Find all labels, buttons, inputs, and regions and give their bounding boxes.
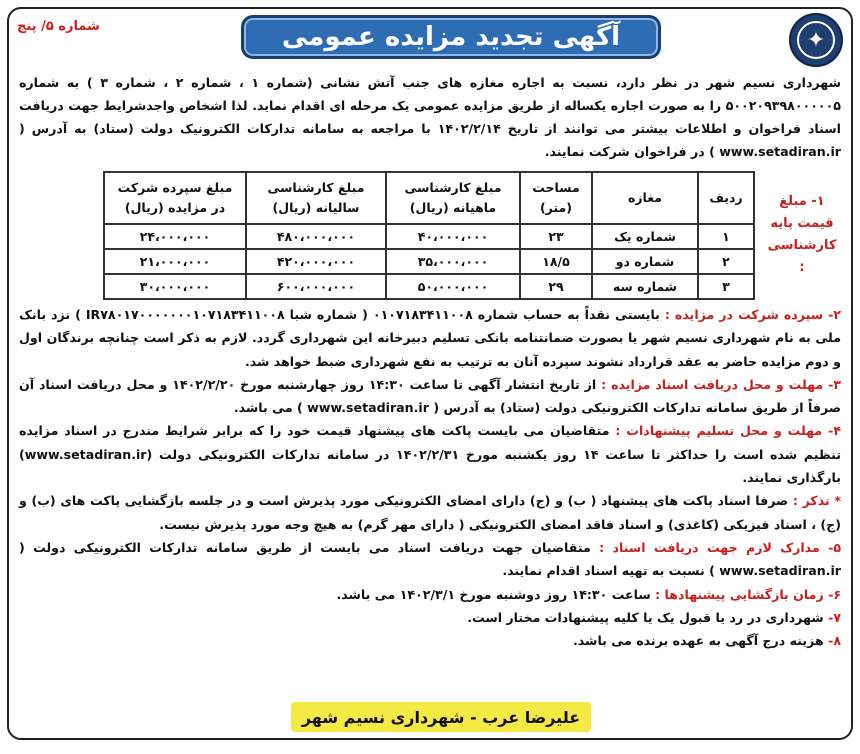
condition-label: * تذکر : (792, 493, 841, 509)
condition-rejection-right (19, 606, 841, 629)
cell-monthly: ۳۵،۰۰۰،۰۰۰ (386, 249, 520, 274)
condition-label: ۸- (828, 633, 841, 649)
condition-text: از تاریخ انتشار آگهی تا ساعت ۱۴:۳۰ روز چهارشنبه مورخ ۱۴۰۲/۲/۲۰ و محل دریافت اسناد آن صرفاً از طریق سامانه تدارکات الکترونیکی دولت (ستاد) به آدرس ( www.setadiran.ir ) می باشد. (19, 376, 841, 416)
cell-area: ۱۸/۵ (520, 249, 592, 274)
col-header-deposit: مبلغ سپرده شرکت در مزایده (ریال) (104, 172, 246, 224)
price-section (15, 171, 841, 299)
cell-shop: شماره سه (592, 274, 698, 299)
condition-deposit (19, 303, 841, 373)
cell-row-number: ۱ (698, 224, 754, 249)
cell-shop: شماره دو (592, 249, 698, 274)
cell-yearly: ۴۲۰،۰۰۰،۰۰۰ (246, 249, 386, 274)
cell-yearly: ۶۰۰،۰۰۰،۰۰۰ (246, 274, 386, 299)
condition-label: ۷- (828, 609, 841, 625)
notice-page (7, 7, 853, 740)
condition-label: ۳- مهلت و محل دریافت اسناد مزایده : (601, 376, 842, 392)
table-row (104, 274, 754, 299)
conditions-list (19, 303, 841, 652)
cell-area: ۲۳ (520, 224, 592, 249)
table-header-row (104, 172, 754, 224)
cell-deposit: ۳۰،۰۰۰،۰۰۰ (104, 274, 246, 299)
cell-area: ۲۹ (520, 274, 592, 299)
condition-label: ۶- زمان بازگشایی پیشنهادها : (655, 586, 841, 602)
cell-shop: شماره یک (592, 224, 698, 249)
header (9, 9, 851, 67)
condition-label: ۵- مدارک لازم جهت دریافت اسناد : (599, 539, 841, 555)
col-header-row: ردیف (698, 172, 754, 224)
condition-text: متقاضیان می بایست پاکت های پیشنهاد قیمت خود را که برابر شرایط مندرج در اسناد مزایده تنظیم شده است را حداکثر تا ساعت ۱۴ روز یکشنبه مورخ ۱۴۰۲/۲/۳۱ در سامانه تدارکات الکترونیکی دولت (www.setadiran.ir) بارگذاری نمایند. (19, 423, 841, 486)
condition-submission (19, 419, 841, 489)
condition-text: بایستی نقداً به حساب شماره ۰۱۰۷۱۸۳۴۱۱۰۰۸ ( شماره شبا IR۷۸۰۱۷۰۰۰۰۰۰۰۱۰۷۱۸۳۴۱۱۰۰۸ ) نزد بانک ملی به نام شهرداری نسیم شهر یا بصورت ضمانتنامه بانکی تسلیم دبیرخانه این شهرداری گردد. لازم به ذکر است چنانچه برندگان اول و دوم مزایده حاضر به عقد قرارداد نشوند سپرده آنان به ترتیب به نفع شهرداری ضبط خواهد شد. (19, 307, 841, 369)
cell-monthly: ۴۰،۰۰۰،۰۰۰ (386, 224, 520, 249)
municipality-logo-icon (789, 13, 843, 67)
condition-ad-cost (19, 629, 841, 652)
issue-number: شماره ۵/ پنج (17, 19, 100, 34)
cell-monthly: ۵۰،۰۰۰،۰۰۰ (386, 274, 520, 299)
table-row (104, 224, 754, 249)
base-price-label: ۱- مبلغ قیمت پایه کارشناسی : (767, 194, 837, 275)
condition-text: هزینه درج آگهی به عهده برنده می باشد. (573, 633, 829, 649)
condition-label: ۴- مهلت و محل تسلیم پیشنهادات : (615, 423, 841, 439)
col-header-monthly: مبلغ کارشناسی ماهیانه (ریال) (386, 172, 520, 224)
cell-deposit: ۲۴،۰۰۰،۰۰۰ (104, 224, 246, 249)
cell-yearly: ۴۸۰،۰۰۰،۰۰۰ (246, 224, 386, 249)
emblem-ring: ✦ (797, 21, 835, 59)
cell-row-number: ۳ (698, 274, 754, 299)
condition-document-deadline (19, 373, 841, 420)
condition-text: متقاضیان جهت دریافت اسناد می بایست از طریق سامانه تدارکات الکترونیکی دولت ( www.setadiran.ir ) نسبت به تهیه اسناد اقدام نمایند. (19, 539, 841, 579)
price-table (103, 171, 755, 300)
condition-text: ساعت ۱۴:۳۰ روز دوشنبه مورخ ۱۴۰۲/۳/۱ می باشد. (336, 586, 656, 602)
cell-row-number: ۲ (698, 249, 754, 274)
condition-opening-time (19, 583, 841, 606)
condition-text: صرفا اسناد پاکت های پیشنهاد ( ب) و (ج) دارای امضای الکترونیکی مورد پذیرش است و در جلسه بازگشایی پاکت های (ب) و (ج) ، اسناد فیزیکی (کاغذی) و اسناد فاقد امضای الکترونیکی ( دارای مهر گرم) به هیچ وجه مورد پذیرش نیست. (19, 493, 841, 532)
intro-paragraph: شهرداری نسیم شهر در نظر دارد، نسبت به اجاره مغازه های جنب آتش نشانی (شماره ۱ ، شماره ۲ ، شماره ۳ ) به شماره ۵۰۰۲۰۹۳۹۸۰۰۰۰۰۵ را به صورت اجاره یکساله از طریق مزایده عمومی یک مرحله ای اقدام نماید. لذا اشخاص واجدشرایط جهت دریافت اسناد فراخوان و اطلاعات بیشتر می توانند از تاریخ ۱۴۰۲/۲/۱۴ با مراجعه به سامانه تدارکات الکترونیک دولت (ستاد) به آدرس ( www.setadiran.ir ) در فراخوان شرکت نمایند. (19, 75, 841, 159)
col-header-shop: مغازه (592, 172, 698, 224)
title-banner: آگهی تجدید مزایده عمومی (241, 15, 661, 59)
col-header-yearly: مبلغ کارشناسی سالیانه (ریال) (246, 172, 386, 224)
signature-footer: علیرضا عرب - شهرداری نسیم شهر (291, 702, 591, 732)
col-header-area: مساحت (متر) (520, 172, 592, 224)
cell-deposit: ۲۱،۰۰۰،۰۰۰ (104, 249, 246, 274)
table-row (104, 249, 754, 274)
condition-label: ۲- سپرده شرکت در مزایده : (664, 307, 841, 322)
condition-required-documents (19, 536, 841, 583)
condition-note (19, 489, 841, 536)
condition-text: شهرداری در رد یا قبول یک یا کلیه پیشنهادات مختار است. (467, 609, 829, 625)
